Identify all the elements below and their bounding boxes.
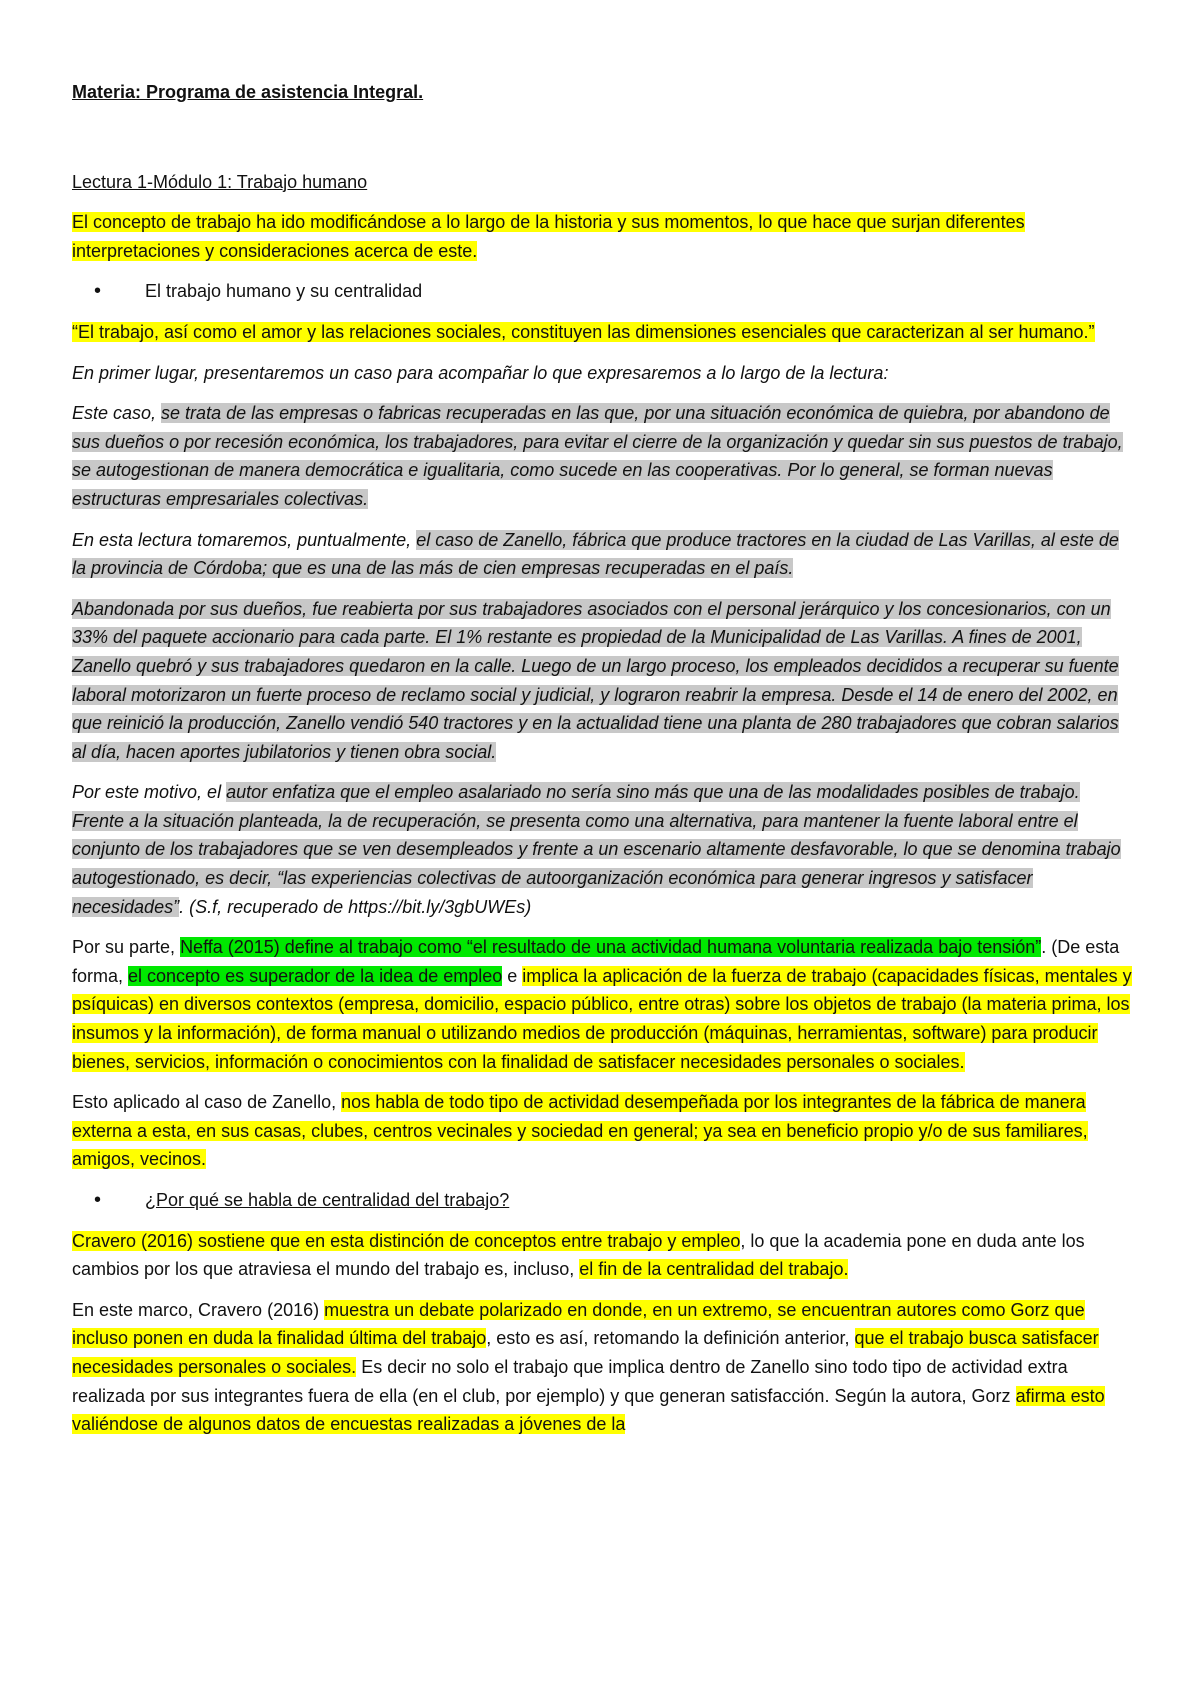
neffa-lead: Por su parte, [72, 937, 181, 958]
neffa-paragraph [72, 933, 1132, 1076]
quote-paragraph [72, 318, 1132, 347]
gray-highlight: se trata de las empresas o fabricas recuperadas en las que, por una situación económica de quiebra, por abandono de sus dueños o por recesión económica, los trabajadores, para evitar el cierre de la organización y quedar sin sus puestos de trabajo, se autogestionan de manera democrática e igualitaria, como sucede en las cooperativas. Por lo general, se forman nuevas estructuras empresariales colectivas. [72, 403, 1123, 509]
gray-highlight: Abandonada por sus dueños, fue reabierta por sus trabajadores asociados con el personal jerárquico y los concesionarios, con un 33% del paquete accionario para cada parte. El 1% restante es propiedad de la Municipalidad de Las Varillas. A fines de 2001, Zanello quebró y sus trabajadores quedaron en la calle. Luego de un largo proceso, los empleados decididos a recuperar su fuente laboral motorizaron un fuerte proceso de reclamo social y judicial, y lograron reabrir la empresa. Desde el 14 de enero del 2002, en que reinició la producción, Zanello vendió 540 tractores y en la actualidad tiene una planta de 280 trabajadores que cobran salarios al día, hacen aportes jubilatorios y tienen obra social. [72, 598, 1119, 762]
case-paragraph [72, 399, 1132, 513]
highlight: Cravero (2016) sostiene que en esta distinción de conceptos entre trabajo y empleo [72, 1230, 741, 1251]
debate-mid: , esto es así, retomando la definición anterior, [486, 1328, 855, 1349]
green-highlight: el concepto es superador de la idea de empleo [128, 965, 503, 986]
debate-mid: Es decir no solo el trabajo que implica dentro de Zanello sino todo tipo de actividad extra realizada por sus integrantes fuera de ella (en el club, por ejemplo) y que generan satisfacción. Según la autora, Gorz [72, 1356, 1068, 1406]
highlight: muestra un debate polarizado en donde, en un extremo, se encuentran autores como Gorz que incluso ponen en duda la finalidad última del trabajo [72, 1299, 1085, 1349]
case-intro-paragraph: En primer lugar, presentaremos un caso para acompañar lo que expresaremos a lo largo de la lectura: [72, 362, 889, 383]
intro-paragraph [72, 208, 1132, 265]
applied-paragraph [72, 1088, 1132, 1174]
document-title: Materia: Programa de asistencia Integral. [72, 82, 424, 102]
highlight: implica la aplicación de la fuerza de trabajo (capacidades físicas, mentales y psíquicas) en diversos contextos (empresa, domicilio, espacio público, entre otras) sobre los objetos de trabajo (la materia prima, los insumos y la información), de forma manual o utilizando medios de producción (máquinas, herramientas, software) para producir bienes, servicios, información o conocimientos con la finalidad de satisfacer necesidades personales o sociales. [72, 965, 1132, 1072]
highlight: que el trabajo busca satisfacer necesidades personales o sociales. [72, 1328, 1099, 1377]
highlight: “El trabajo, así como el amor y las relaciones sociales, constituyen las dimensiones esenciales que caracterizan al ser humano.” [72, 321, 1095, 342]
zanello-paragraph [72, 526, 1132, 583]
motive-paragraph [72, 778, 1132, 921]
citation: . (S.f, recuperado de https://bit.ly/3gbUWEs) [179, 896, 532, 917]
debate-paragraph [72, 1296, 1132, 1439]
gray-highlight: autor enfatiza que el empleo asalariado no sería sino más que una de las modalidades posibles de trabajo. Frente a la situación planteada, la de recuperación, se presenta como una alternativa, para mantener la fuente laboral entre el conjunto de los trabajadores que se ven desempleados y frente a un escenario altamente desfavorable, lo que se denomina trabajo autogestionado, es decir, “las experiencias colectivas de autoorganización económica para generar ingresos y satisfacer necesidades” [72, 782, 1121, 917]
highlight: el fin de la centralidad del trabajo. [579, 1259, 849, 1280]
case-lead: Este caso, [72, 403, 162, 424]
applied-lead: Esto aplicado al caso de Zanello, [72, 1092, 342, 1113]
document-body [72, 78, 1132, 1439]
abandoned-paragraph [72, 595, 1132, 767]
section-heading: Lectura 1-Módulo 1: Trabajo humano [72, 171, 368, 192]
neffa-mid: . (De esta forma, [72, 937, 1120, 986]
highlight: El concepto de trabajo ha ido modificándose a lo largo de la historia y sus momentos, lo que hace que surjan diferentes interpretaciones y consideraciones acerca de este. [72, 212, 1025, 261]
bullet-item [72, 277, 1132, 306]
highlight: nos habla de todo tipo de actividad desempeñada por los integrantes de la fábrica de manera externa a esta, en sus casas, clubes, centros vecinales y sociedad en general; ya sea en beneficio propio y/o de sus familiares, amigos, vecinos. [72, 1092, 1088, 1170]
bullet-text: ¿Por qué se habla de centralidad del trabajo? [145, 1190, 510, 1210]
zanello-lead: En esta lectura tomaremos, puntualmente, [72, 529, 417, 550]
debate-lead: En este marco, Cravero (2016) [72, 1299, 325, 1320]
bullet-item [72, 1186, 1132, 1215]
highlight: afirma esto valiéndose de algunos datos de encuestas realizadas a jóvenes de la [72, 1385, 1105, 1435]
cravero-mid: , lo que la academia pone en duda ante los cambios por los que atraviesa el mundo del trabajo es, incluso, [72, 1230, 1085, 1280]
cravero-paragraph [72, 1227, 1132, 1284]
motive-lead: Por este motivo, el [72, 782, 227, 803]
neffa-conjunction: e [502, 965, 523, 986]
green-highlight: Neffa (2015) define al trabajo como “el resultado de una actividad humana voluntaria realizada bajo tensión” [180, 937, 1042, 958]
bullet-text: El trabajo humano y su centralidad [145, 281, 423, 302]
gray-highlight: el caso de Zanello, fábrica que produce tractores en la ciudad de Las Varillas, al este de la provincia de Córdoba; que es una de las más de cien empresas recuperadas en el país. [72, 529, 1119, 579]
